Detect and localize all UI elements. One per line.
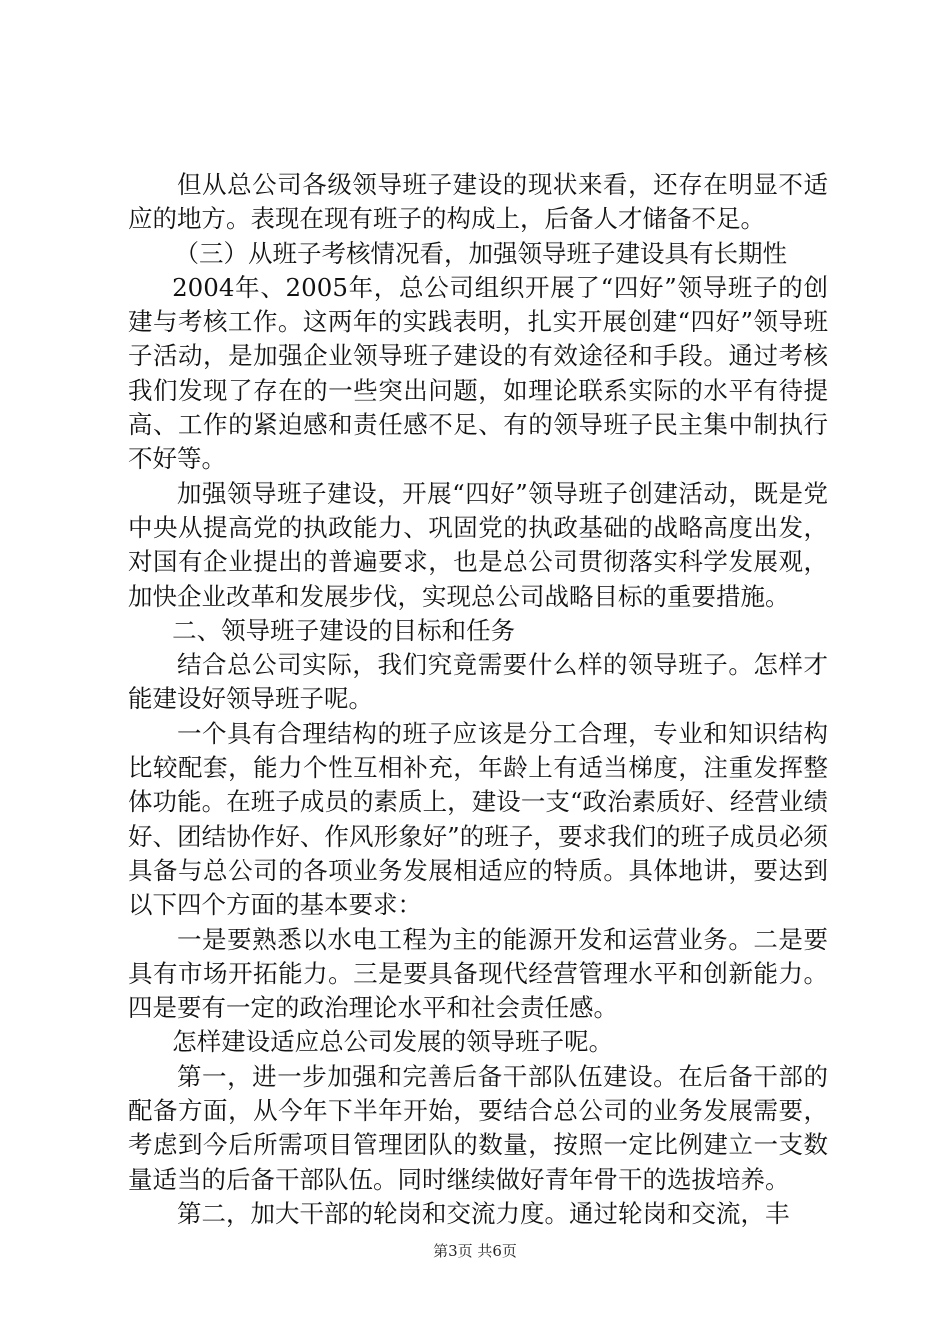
paragraph-question: 结合总公司实际，我们究竟需要什么样的领导班子。怎样才能建设好领导班子呢。 <box>128 650 828 714</box>
paragraph-requirements: 一是要熟悉以水电工程为主的能源开发和运营业务。二是要具有市场开拓能力。三是要具备现代经营管理水平和创新能力。四是要有一定的政治理论水平和社会责任感。 <box>128 924 828 1023</box>
section-heading-goals: 二、领导班子建设的目标和任务 <box>172 615 516 645</box>
paragraph-second: 第二，加大干部的轮岗和交流力度。通过轮岗和交流，丰 <box>177 1198 790 1228</box>
paragraph-first: 第一，进一步加强和完善后备干部队伍建设。在后备干部的配备方面，从今年下半年开始，要结合总公司的业务发展需要，考虑到今后所需项目管理团队的数量，按照一定比例建立一支数量适当的后备干部队伍。同时继续做好青年骨干的选拔培养。 <box>128 1061 828 1194</box>
paragraph-assessment: 2004年、2005年，总公司组织开展了“四好”领导班子的创建与考核工作。这两年的实践表明，扎实开展创建“四好”领导班子活动，是加强企业领导班子建设的有效途径和手段。通过考核我们发现了存在的一些突出问题，如理论联系实际的水平有待提高、工作的紧迫感和责任感不足、有的领导班子民主集中制执行不好等。 <box>128 272 828 474</box>
paragraph-how: 怎样建设适应总公司发展的领导班子呢。 <box>172 1027 614 1057</box>
document-body <box>128 168 828 1231</box>
paragraph-structure: 一个具有合理结构的班子应该是分工合理，专业和知识结构比较配套，能力个性互相补充，年龄上有适当梯度，注重发挥整体功能。在班子成员的素质上，建设一支“政治素质好、经营业绩好、团结协作好、作风形象好”的班子，要求我们的班子成员必须具备与总公司的各项业务发展相适应的特质。具体地讲，要达到以下四个方面的基本要求： <box>128 718 828 920</box>
page-number-footer: 第3页 共6页 <box>433 1242 517 1260</box>
paragraph-status: 但从总公司各级领导班子建设的现状来看，还存在明显不适应的地方。表现在现有班子的构成上，后备人才储备不足。 <box>128 170 828 234</box>
paragraph-importance: 加强领导班子建设，开展“四好”领导班子创建活动，既是党中央从提高党的执政能力、巩固党的执政基础的战略高度出发，对国有企业提出的普遍要求，也是总公司贯彻落实科学发展观，加快企业改革和发展步伐，实现总公司战略目标的重要措施。 <box>128 478 828 611</box>
section-heading-assessment: （三）从班子考核情况看，加强领导班子建设具有长期性 <box>174 238 788 268</box>
